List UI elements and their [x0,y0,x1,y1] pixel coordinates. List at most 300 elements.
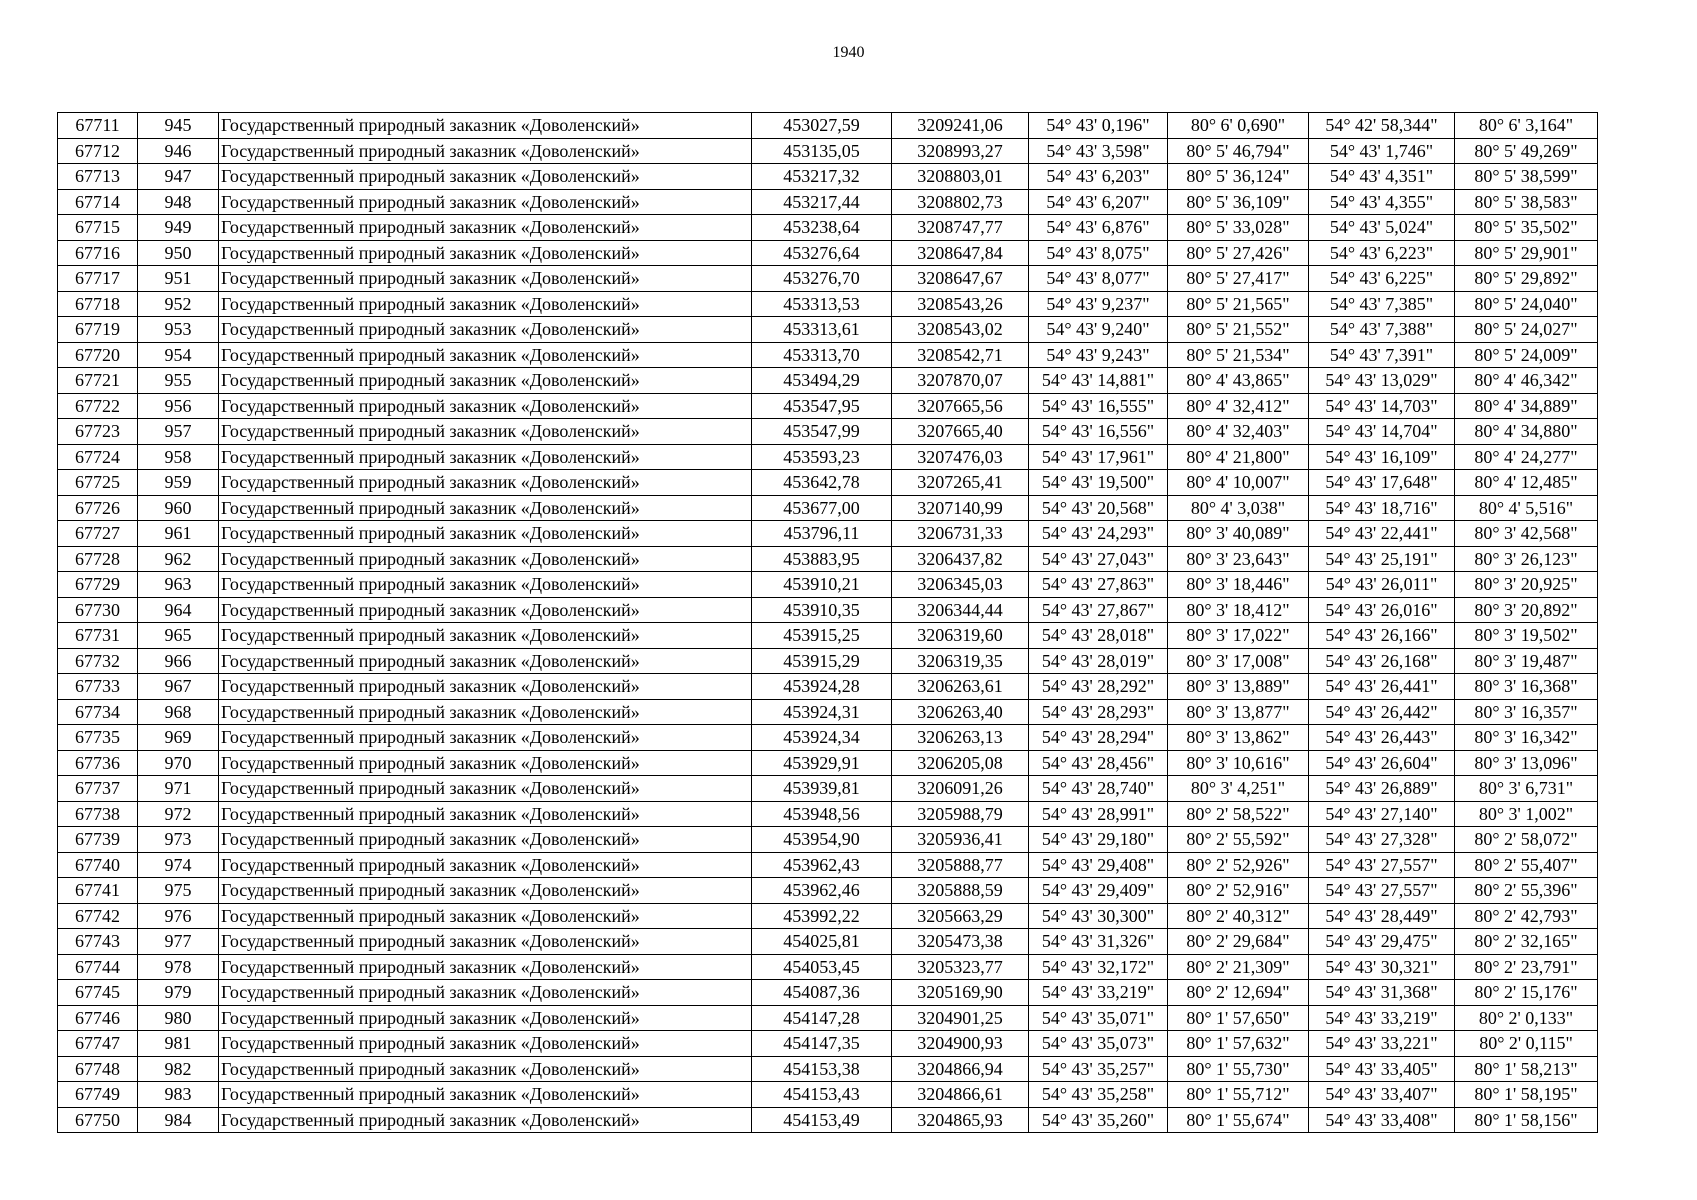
longitude-2-cell: 80° 5' 49,269" [1455,138,1598,164]
point-number-cell: 983 [138,1082,219,1108]
name-cell: Государственный природный заказник «Доволенский» [219,674,752,700]
table-row [58,113,1598,139]
latitude-2-cell: 54° 43' 33,221" [1309,1031,1455,1057]
name-cell: Государственный природный заказник «Доволенский» [219,1005,752,1031]
point-number-cell: 955 [138,368,219,394]
longitude-2-cell: 80° 2' 55,396" [1455,878,1598,904]
point-number-cell: 981 [138,1031,219,1057]
y-coordinate-cell: 3208543,02 [892,317,1029,343]
longitude-2-cell: 80° 1' 58,156" [1455,1107,1598,1133]
row-number-cell: 67739 [58,827,138,853]
x-coordinate-cell: 454153,43 [752,1082,892,1108]
latitude-2-cell: 54° 43' 33,405" [1309,1056,1455,1082]
point-number-cell: 976 [138,903,219,929]
latitude-1-cell: 54° 43' 3,598" [1029,138,1168,164]
latitude-2-cell: 54° 43' 26,441" [1309,674,1455,700]
y-coordinate-cell: 3207665,40 [892,419,1029,445]
latitude-2-cell: 54° 43' 26,166" [1309,623,1455,649]
point-number-cell: 984 [138,1107,219,1133]
longitude-2-cell: 80° 3' 16,368" [1455,674,1598,700]
row-number-cell: 67747 [58,1031,138,1057]
longitude-1-cell: 80° 3' 4,251" [1168,776,1309,802]
longitude-2-cell: 80° 3' 6,731" [1455,776,1598,802]
longitude-1-cell: 80° 4' 32,412" [1168,393,1309,419]
y-coordinate-cell: 3205888,59 [892,878,1029,904]
x-coordinate-cell: 454153,49 [752,1107,892,1133]
name-cell: Государственный природный заказник «Доволенский» [219,1056,752,1082]
name-cell: Государственный природный заказник «Доволенский» [219,954,752,980]
y-coordinate-cell: 3204900,93 [892,1031,1029,1057]
latitude-2-cell: 54° 43' 17,648" [1309,470,1455,496]
table-row [58,495,1598,521]
longitude-1-cell: 80° 3' 23,643" [1168,546,1309,572]
longitude-2-cell: 80° 2' 0,115" [1455,1031,1598,1057]
latitude-1-cell: 54° 43' 29,408" [1029,852,1168,878]
longitude-2-cell: 80° 2' 0,133" [1455,1005,1598,1031]
latitude-1-cell: 54° 43' 28,740" [1029,776,1168,802]
longitude-2-cell: 80° 5' 35,502" [1455,215,1598,241]
longitude-1-cell: 80° 5' 33,028" [1168,215,1309,241]
point-number-cell: 945 [138,113,219,139]
longitude-1-cell: 80° 3' 17,022" [1168,623,1309,649]
table-row [58,266,1598,292]
latitude-1-cell: 54° 43' 20,568" [1029,495,1168,521]
row-number-cell: 67738 [58,801,138,827]
table-row [58,1005,1598,1031]
latitude-2-cell: 54° 43' 14,704" [1309,419,1455,445]
longitude-2-cell: 80° 4' 34,889" [1455,393,1598,419]
x-coordinate-cell: 454053,45 [752,954,892,980]
point-number-cell: 963 [138,572,219,598]
latitude-1-cell: 54° 43' 14,881" [1029,368,1168,394]
y-coordinate-cell: 3204866,61 [892,1082,1029,1108]
table-row [58,1056,1598,1082]
table-row [58,368,1598,394]
x-coordinate-cell: 453962,46 [752,878,892,904]
point-number-cell: 956 [138,393,219,419]
longitude-2-cell: 80° 2' 55,407" [1455,852,1598,878]
latitude-2-cell: 54° 43' 31,368" [1309,980,1455,1006]
row-number-cell: 67712 [58,138,138,164]
x-coordinate-cell: 453217,32 [752,164,892,190]
longitude-2-cell: 80° 3' 20,892" [1455,597,1598,623]
y-coordinate-cell: 3208803,01 [892,164,1029,190]
name-cell: Государственный природный заказник «Доволенский» [219,240,752,266]
point-number-cell: 974 [138,852,219,878]
row-number-cell: 67726 [58,495,138,521]
latitude-1-cell: 54° 43' 35,073" [1029,1031,1168,1057]
name-cell: Государственный природный заказник «Доволенский» [219,266,752,292]
point-number-cell: 973 [138,827,219,853]
point-number-cell: 982 [138,1056,219,1082]
latitude-2-cell: 54° 43' 7,391" [1309,342,1455,368]
x-coordinate-cell: 453217,44 [752,189,892,215]
longitude-1-cell: 80° 5' 36,109" [1168,189,1309,215]
longitude-1-cell: 80° 6' 0,690" [1168,113,1309,139]
longitude-2-cell: 80° 4' 34,880" [1455,419,1598,445]
latitude-2-cell: 54° 43' 16,109" [1309,444,1455,470]
longitude-2-cell: 80° 3' 16,342" [1455,725,1598,751]
longitude-2-cell: 80° 5' 24,027" [1455,317,1598,343]
longitude-1-cell: 80° 1' 55,674" [1168,1107,1309,1133]
y-coordinate-cell: 3206437,82 [892,546,1029,572]
latitude-1-cell: 54° 43' 33,219" [1029,980,1168,1006]
longitude-1-cell: 80° 2' 52,926" [1168,852,1309,878]
longitude-1-cell: 80° 5' 21,552" [1168,317,1309,343]
latitude-1-cell: 54° 43' 8,075" [1029,240,1168,266]
table-row [58,189,1598,215]
y-coordinate-cell: 3208647,67 [892,266,1029,292]
x-coordinate-cell: 453547,95 [752,393,892,419]
x-coordinate-cell: 454147,35 [752,1031,892,1057]
x-coordinate-cell: 453924,34 [752,725,892,751]
name-cell: Государственный природный заказник «Доволенский» [219,317,752,343]
longitude-2-cell: 80° 1' 58,195" [1455,1082,1598,1108]
row-number-cell: 67748 [58,1056,138,1082]
table-row [58,393,1598,419]
x-coordinate-cell: 453915,29 [752,648,892,674]
table-body [58,113,1598,1133]
y-coordinate-cell: 3208747,77 [892,215,1029,241]
row-number-cell: 67740 [58,852,138,878]
x-coordinate-cell: 453992,22 [752,903,892,929]
row-number-cell: 67744 [58,954,138,980]
x-coordinate-cell: 453915,25 [752,623,892,649]
latitude-1-cell: 54° 43' 35,258" [1029,1082,1168,1108]
latitude-1-cell: 54° 43' 28,294" [1029,725,1168,751]
latitude-2-cell: 54° 43' 26,016" [1309,597,1455,623]
x-coordinate-cell: 453642,78 [752,470,892,496]
table-row [58,546,1598,572]
coordinates-table [57,112,1598,1133]
name-cell: Государственный природный заказник «Доволенский» [219,164,752,190]
row-number-cell: 67725 [58,470,138,496]
point-number-cell: 975 [138,878,219,904]
y-coordinate-cell: 3204901,25 [892,1005,1029,1031]
table-row [58,750,1598,776]
row-number-cell: 67716 [58,240,138,266]
y-coordinate-cell: 3207476,03 [892,444,1029,470]
longitude-2-cell: 80° 3' 26,123" [1455,546,1598,572]
y-coordinate-cell: 3204865,93 [892,1107,1029,1133]
latitude-2-cell: 54° 43' 5,024" [1309,215,1455,241]
row-number-cell: 67713 [58,164,138,190]
row-number-cell: 67721 [58,368,138,394]
name-cell: Государственный природный заказник «Доволенский» [219,648,752,674]
table-row [58,776,1598,802]
table-row [58,801,1598,827]
y-coordinate-cell: 3208647,84 [892,240,1029,266]
x-coordinate-cell: 453948,56 [752,801,892,827]
y-coordinate-cell: 3205663,29 [892,903,1029,929]
name-cell: Государственный природный заказник «Доволенский» [219,1107,752,1133]
row-number-cell: 67749 [58,1082,138,1108]
longitude-1-cell: 80° 3' 13,862" [1168,725,1309,751]
latitude-1-cell: 54° 43' 27,863" [1029,572,1168,598]
y-coordinate-cell: 3208542,71 [892,342,1029,368]
name-cell: Государственный природный заказник «Доволенский» [219,444,752,470]
latitude-2-cell: 54° 43' 27,557" [1309,878,1455,904]
y-coordinate-cell: 3205888,77 [892,852,1029,878]
latitude-2-cell: 54° 43' 4,355" [1309,189,1455,215]
table-row [58,215,1598,241]
x-coordinate-cell: 454153,38 [752,1056,892,1082]
longitude-1-cell: 80° 3' 13,877" [1168,699,1309,725]
longitude-2-cell: 80° 5' 24,009" [1455,342,1598,368]
point-number-cell: 957 [138,419,219,445]
point-number-cell: 952 [138,291,219,317]
x-coordinate-cell: 453238,64 [752,215,892,241]
latitude-1-cell: 54° 43' 24,293" [1029,521,1168,547]
point-number-cell: 972 [138,801,219,827]
name-cell: Государственный природный заказник «Доволенский» [219,138,752,164]
name-cell: Государственный природный заказник «Доволенский» [219,189,752,215]
latitude-2-cell: 54° 43' 25,191" [1309,546,1455,572]
y-coordinate-cell: 3206263,61 [892,674,1029,700]
latitude-2-cell: 54° 43' 13,029" [1309,368,1455,394]
longitude-2-cell: 80° 5' 24,040" [1455,291,1598,317]
x-coordinate-cell: 453796,11 [752,521,892,547]
name-cell: Государственный природный заказник «Доволенский» [219,521,752,547]
longitude-2-cell: 80° 6' 3,164" [1455,113,1598,139]
x-coordinate-cell: 453313,61 [752,317,892,343]
table-row [58,725,1598,751]
latitude-1-cell: 54° 43' 35,257" [1029,1056,1168,1082]
row-number-cell: 67714 [58,189,138,215]
name-cell: Государственный природный заказник «Доволенский» [219,291,752,317]
longitude-1-cell: 80° 2' 12,694" [1168,980,1309,1006]
name-cell: Государственный природный заказник «Доволенский» [219,113,752,139]
row-number-cell: 67729 [58,572,138,598]
latitude-1-cell: 54° 43' 6,876" [1029,215,1168,241]
table-row [58,1082,1598,1108]
table-row [58,827,1598,853]
longitude-1-cell: 80° 1' 55,730" [1168,1056,1309,1082]
point-number-cell: 961 [138,521,219,547]
name-cell: Государственный природный заказник «Доволенский» [219,215,752,241]
row-number-cell: 67718 [58,291,138,317]
latitude-1-cell: 54° 43' 6,207" [1029,189,1168,215]
name-cell: Государственный природный заказник «Доволенский» [219,801,752,827]
longitude-1-cell: 80° 4' 43,865" [1168,368,1309,394]
y-coordinate-cell: 3205169,90 [892,980,1029,1006]
longitude-2-cell: 80° 5' 38,583" [1455,189,1598,215]
row-number-cell: 67745 [58,980,138,1006]
table-row [58,419,1598,445]
table-row [58,699,1598,725]
point-number-cell: 969 [138,725,219,751]
name-cell: Государственный природный заказник «Доволенский» [219,980,752,1006]
x-coordinate-cell: 453954,90 [752,827,892,853]
latitude-2-cell: 54° 43' 27,328" [1309,827,1455,853]
row-number-cell: 67723 [58,419,138,445]
longitude-1-cell: 80° 4' 3,038" [1168,495,1309,521]
y-coordinate-cell: 3206205,08 [892,750,1029,776]
longitude-2-cell: 80° 4' 24,277" [1455,444,1598,470]
point-number-cell: 947 [138,164,219,190]
point-number-cell: 966 [138,648,219,674]
latitude-2-cell: 54° 43' 6,223" [1309,240,1455,266]
row-number-cell: 67750 [58,1107,138,1133]
longitude-1-cell: 80° 2' 52,916" [1168,878,1309,904]
latitude-1-cell: 54° 43' 28,018" [1029,623,1168,649]
name-cell: Государственный природный заказник «Доволенский» [219,597,752,623]
latitude-2-cell: 54° 43' 26,442" [1309,699,1455,725]
row-number-cell: 67719 [58,317,138,343]
name-cell: Государственный природный заказник «Доволенский» [219,419,752,445]
table-row [58,674,1598,700]
longitude-1-cell: 80° 2' 29,684" [1168,929,1309,955]
row-number-cell: 67731 [58,623,138,649]
latitude-1-cell: 54° 43' 35,260" [1029,1107,1168,1133]
longitude-1-cell: 80° 5' 27,417" [1168,266,1309,292]
latitude-1-cell: 54° 43' 35,071" [1029,1005,1168,1031]
y-coordinate-cell: 3205936,41 [892,827,1029,853]
longitude-1-cell: 80° 1' 57,632" [1168,1031,1309,1057]
point-number-cell: 978 [138,954,219,980]
row-number-cell: 67717 [58,266,138,292]
latitude-2-cell: 54° 42' 58,344" [1309,113,1455,139]
y-coordinate-cell: 3206731,33 [892,521,1029,547]
latitude-1-cell: 54° 43' 17,961" [1029,444,1168,470]
longitude-1-cell: 80° 3' 10,616" [1168,750,1309,776]
latitude-2-cell: 54° 43' 26,889" [1309,776,1455,802]
row-number-cell: 67728 [58,546,138,572]
row-number-cell: 67736 [58,750,138,776]
longitude-2-cell: 80° 2' 58,072" [1455,827,1598,853]
row-number-cell: 67715 [58,215,138,241]
name-cell: Государственный природный заказник «Доволенский» [219,546,752,572]
latitude-1-cell: 54° 43' 9,240" [1029,317,1168,343]
name-cell: Государственный природный заказник «Доволенский» [219,1082,752,1108]
y-coordinate-cell: 3205988,79 [892,801,1029,827]
x-coordinate-cell: 453883,95 [752,546,892,572]
point-number-cell: 946 [138,138,219,164]
x-coordinate-cell: 453939,81 [752,776,892,802]
latitude-1-cell: 54° 43' 6,203" [1029,164,1168,190]
row-number-cell: 67737 [58,776,138,802]
table-row [58,138,1598,164]
longitude-2-cell: 80° 3' 20,925" [1455,572,1598,598]
x-coordinate-cell: 453677,00 [752,495,892,521]
table-row [58,444,1598,470]
point-number-cell: 979 [138,980,219,1006]
x-coordinate-cell: 453276,70 [752,266,892,292]
name-cell: Государственный природный заказник «Доволенский» [219,699,752,725]
x-coordinate-cell: 453313,53 [752,291,892,317]
y-coordinate-cell: 3207665,56 [892,393,1029,419]
point-number-cell: 958 [138,444,219,470]
name-cell: Государственный природный заказник «Доволенский» [219,878,752,904]
longitude-1-cell: 80° 3' 18,446" [1168,572,1309,598]
longitude-2-cell: 80° 4' 46,342" [1455,368,1598,394]
latitude-2-cell: 54° 43' 4,351" [1309,164,1455,190]
latitude-2-cell: 54° 43' 26,168" [1309,648,1455,674]
x-coordinate-cell: 453962,43 [752,852,892,878]
latitude-2-cell: 54° 43' 33,407" [1309,1082,1455,1108]
longitude-1-cell: 80° 2' 21,309" [1168,954,1309,980]
longitude-2-cell: 80° 4' 5,516" [1455,495,1598,521]
point-number-cell: 977 [138,929,219,955]
latitude-1-cell: 54° 43' 8,077" [1029,266,1168,292]
latitude-2-cell: 54° 43' 26,011" [1309,572,1455,598]
point-number-cell: 949 [138,215,219,241]
longitude-2-cell: 80° 4' 12,485" [1455,470,1598,496]
name-cell: Государственный природный заказник «Доволенский» [219,852,752,878]
latitude-2-cell: 54° 43' 26,604" [1309,750,1455,776]
latitude-2-cell: 54° 43' 22,441" [1309,521,1455,547]
table-row [58,291,1598,317]
longitude-1-cell: 80° 3' 40,089" [1168,521,1309,547]
point-number-cell: 962 [138,546,219,572]
latitude-2-cell: 54° 43' 27,557" [1309,852,1455,878]
latitude-1-cell: 54° 43' 28,991" [1029,801,1168,827]
longitude-2-cell: 80° 3' 13,096" [1455,750,1598,776]
latitude-2-cell: 54° 43' 1,746" [1309,138,1455,164]
point-number-cell: 951 [138,266,219,292]
longitude-2-cell: 80° 2' 42,793" [1455,903,1598,929]
latitude-2-cell: 54° 43' 29,475" [1309,929,1455,955]
page-number: 1940 [832,44,865,61]
latitude-1-cell: 54° 43' 28,293" [1029,699,1168,725]
name-cell: Государственный природный заказник «Доволенский» [219,827,752,853]
point-number-cell: 953 [138,317,219,343]
longitude-1-cell: 80° 1' 57,650" [1168,1005,1309,1031]
latitude-2-cell: 54° 43' 28,449" [1309,903,1455,929]
longitude-1-cell: 80° 4' 21,800" [1168,444,1309,470]
latitude-2-cell: 54° 43' 26,443" [1309,725,1455,751]
table-row [58,164,1598,190]
longitude-1-cell: 80° 1' 55,712" [1168,1082,1309,1108]
point-number-cell: 980 [138,1005,219,1031]
row-number-cell: 67746 [58,1005,138,1031]
longitude-2-cell: 80° 2' 15,176" [1455,980,1598,1006]
x-coordinate-cell: 453910,21 [752,572,892,598]
point-number-cell: 968 [138,699,219,725]
latitude-1-cell: 54° 43' 28,019" [1029,648,1168,674]
latitude-1-cell: 54° 43' 29,409" [1029,878,1168,904]
y-coordinate-cell: 3208993,27 [892,138,1029,164]
longitude-2-cell: 80° 2' 32,165" [1455,929,1598,955]
row-number-cell: 67734 [58,699,138,725]
table-row [58,878,1598,904]
y-coordinate-cell: 3206263,40 [892,699,1029,725]
latitude-2-cell: 54° 43' 30,321" [1309,954,1455,980]
longitude-2-cell: 80° 5' 29,892" [1455,266,1598,292]
name-cell: Государственный природный заказник «Доволенский» [219,1031,752,1057]
point-number-cell: 967 [138,674,219,700]
y-coordinate-cell: 3206319,35 [892,648,1029,674]
x-coordinate-cell: 453924,28 [752,674,892,700]
longitude-2-cell: 80° 3' 1,002" [1455,801,1598,827]
y-coordinate-cell: 3207870,07 [892,368,1029,394]
latitude-1-cell: 54° 43' 0,196" [1029,113,1168,139]
longitude-2-cell: 80° 5' 38,599" [1455,164,1598,190]
x-coordinate-cell: 453276,64 [752,240,892,266]
point-number-cell: 965 [138,623,219,649]
longitude-2-cell: 80° 5' 29,901" [1455,240,1598,266]
point-number-cell: 960 [138,495,219,521]
point-number-cell: 970 [138,750,219,776]
name-cell: Государственный природный заказник «Доволенский» [219,495,752,521]
latitude-1-cell: 54° 43' 9,237" [1029,291,1168,317]
x-coordinate-cell: 453593,23 [752,444,892,470]
latitude-2-cell: 54° 43' 33,219" [1309,1005,1455,1031]
longitude-1-cell: 80° 3' 13,889" [1168,674,1309,700]
latitude-1-cell: 54° 43' 28,456" [1029,750,1168,776]
name-cell: Государственный природный заказник «Доволенский» [219,929,752,955]
latitude-1-cell: 54° 43' 16,556" [1029,419,1168,445]
